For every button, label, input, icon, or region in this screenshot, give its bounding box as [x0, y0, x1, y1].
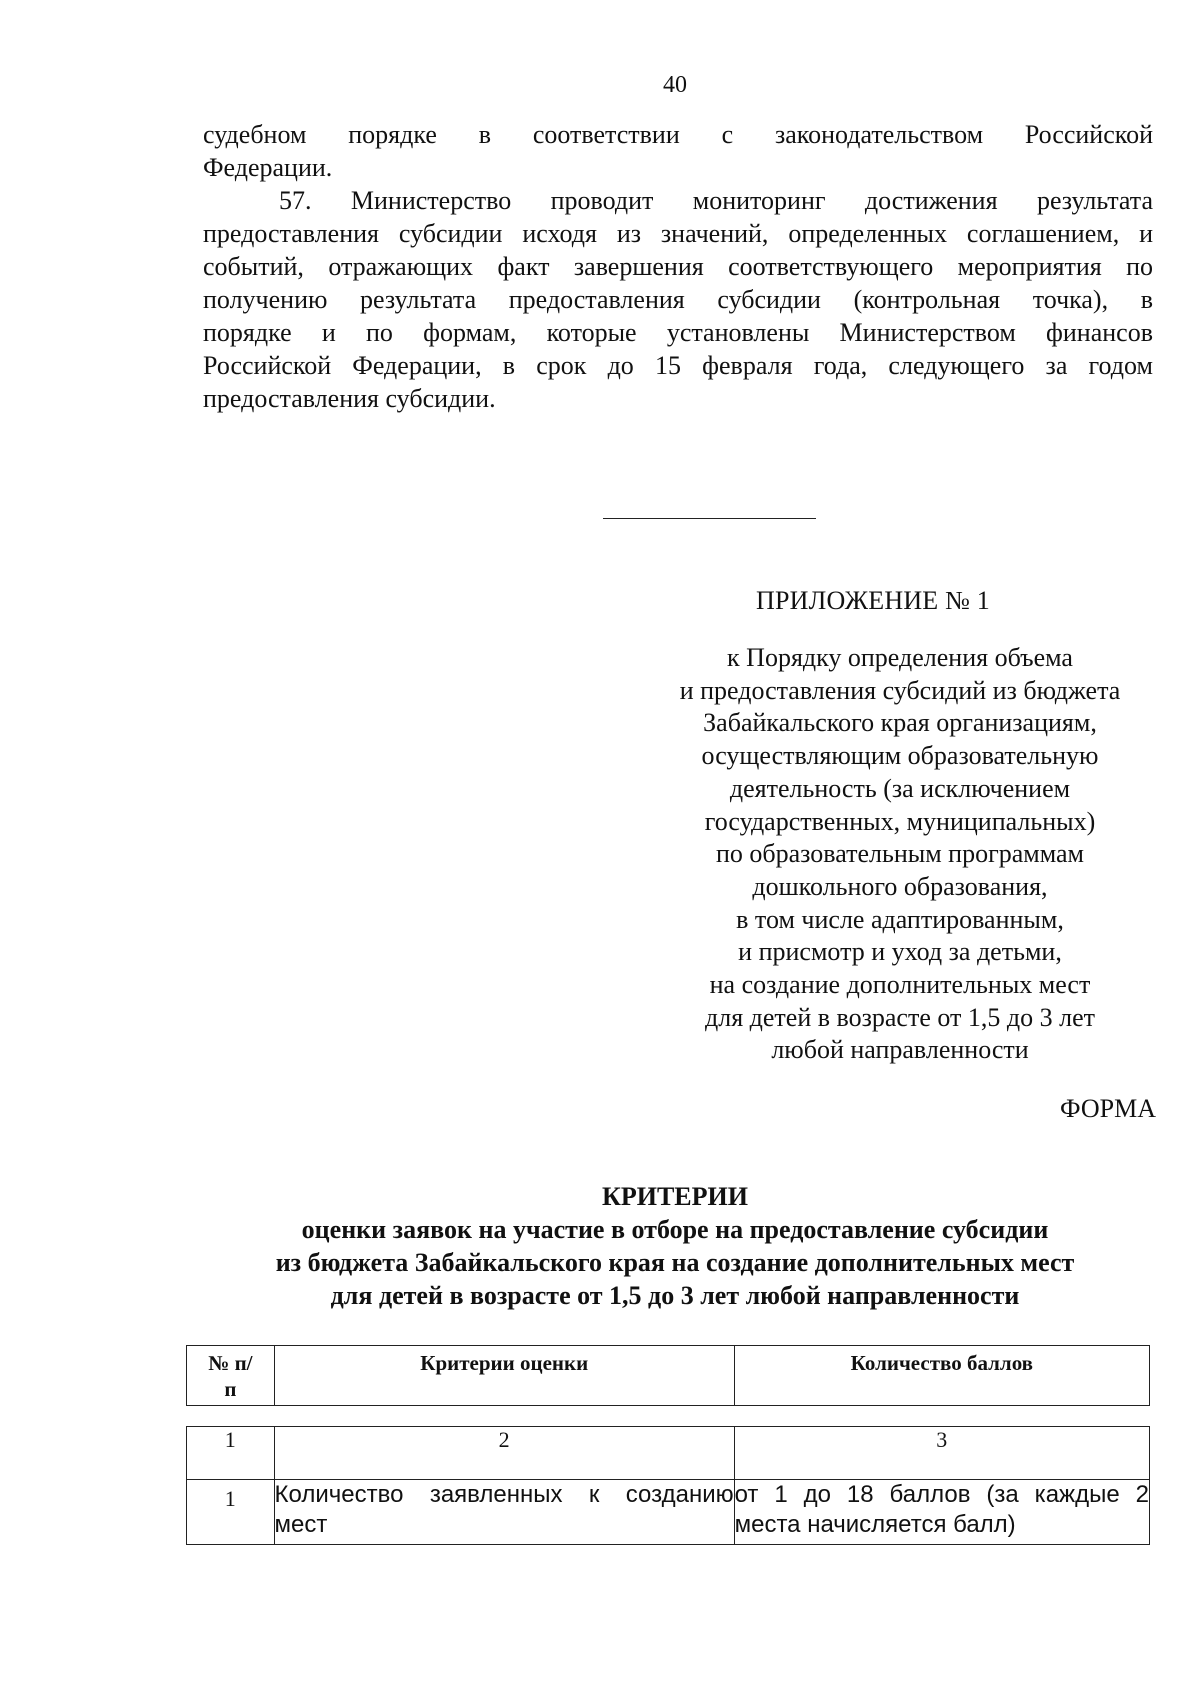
criteria-subheading-line: оценки заявок на участие в отборе на предоставление субсидии — [301, 1215, 1049, 1244]
appendix-subtitle-line: к Порядку определения объема — [727, 643, 1073, 672]
appendix-subtitle-line: деятельность (за исключением — [729, 773, 1071, 803]
row-number-cell: 1 — [187, 1480, 275, 1545]
body-paragraph-57 — [203, 184, 1153, 415]
paragraph-line: Федерации. — [203, 153, 333, 182]
appendix-subtitle-line: в том числе адаптированным, — [736, 904, 1064, 934]
column-number-row — [187, 1427, 1150, 1480]
header-cell-criteria: Критерии оценки — [274, 1346, 734, 1406]
criteria-cell: Количество заявленных к созданию мест — [274, 1480, 734, 1545]
paragraph-line: получению результата предоставления субсидии (контрольная точка), в — [203, 285, 1153, 314]
appendix-subtitle-line: осуществляющим образовательную — [701, 741, 1099, 771]
page-number: 40 — [663, 72, 687, 98]
paragraph-line: событий, отражающих факт завершения соответствующего мероприятия по — [203, 252, 1153, 281]
appendix-subtitle-line: и предоставления субсидий из бюджета — [679, 675, 1121, 705]
table-row — [187, 1480, 1150, 1545]
table-header-row — [187, 1346, 1150, 1406]
paragraph-line: 57. Министерство проводит мониторинг достижения результата — [279, 186, 1153, 215]
criteria-heading: КРИТЕРИИ — [602, 1182, 748, 1211]
criteria-subheading-line: для детей в возрасте от 1,5 до 3 лет любой направленности — [330, 1281, 1020, 1310]
appendix-title: ПРИЛОЖЕНИЕ № 1 — [756, 586, 990, 615]
appendix-subtitle-line: любой направленности — [771, 1035, 1029, 1065]
appendix-subtitle-line: государственных, муниципальных) — [704, 806, 1096, 836]
paragraph-line: предоставления субсидии. — [203, 384, 496, 413]
paragraph-line: Российской Федерации, в срок до 15 февраля года, следующего за годом — [203, 351, 1153, 380]
header-cell-text: № п/п — [208, 1351, 253, 1401]
appendix-subtitle-line: по образовательным программам — [715, 839, 1084, 869]
appendix-subtitle-line: дошкольного образования, — [752, 871, 1048, 901]
criteria-subheading-line: из бюджета Забайкальского края на создание дополнительных мест — [275, 1248, 1075, 1277]
criteria-table-body — [186, 1426, 1150, 1545]
appendix-subtitle-line: на создание дополнительных мест — [709, 970, 1091, 1000]
criteria-title — [160, 1180, 1190, 1312]
paragraph-line: порядке и по формам, которые установлены Министерством финансов — [203, 318, 1153, 347]
separator-line — [603, 518, 816, 519]
form-label: ФОРМА — [1060, 1094, 1156, 1123]
column-number-cell: 3 — [734, 1427, 1149, 1480]
column-number-cell: 2 — [274, 1427, 734, 1480]
points-cell: от 1 до 18 баллов (за каждые 2 места начисляется балл) — [734, 1480, 1149, 1545]
column-number-cell: 1 — [187, 1427, 275, 1480]
body-paragraph-1 — [203, 118, 1153, 184]
header-cell-number — [187, 1346, 275, 1406]
appendix-subtitle-line: для детей в возрасте от 1,5 до 3 лет — [705, 1002, 1095, 1032]
paragraph-line: судебном порядке в соответствии с законодательством Российской — [203, 120, 1153, 149]
appendix-subtitle-line: и присмотр и уход за детьми, — [738, 937, 1062, 967]
criteria-table-header — [186, 1345, 1150, 1406]
appendix-subtitle — [640, 642, 1160, 1067]
header-cell-points: Количество баллов — [734, 1346, 1149, 1406]
paragraph-line: предоставления субсидии исходя из значений, определенных соглашением, и — [203, 219, 1153, 248]
appendix-subtitle-line: Забайкальского края организациям, — [703, 708, 1097, 738]
